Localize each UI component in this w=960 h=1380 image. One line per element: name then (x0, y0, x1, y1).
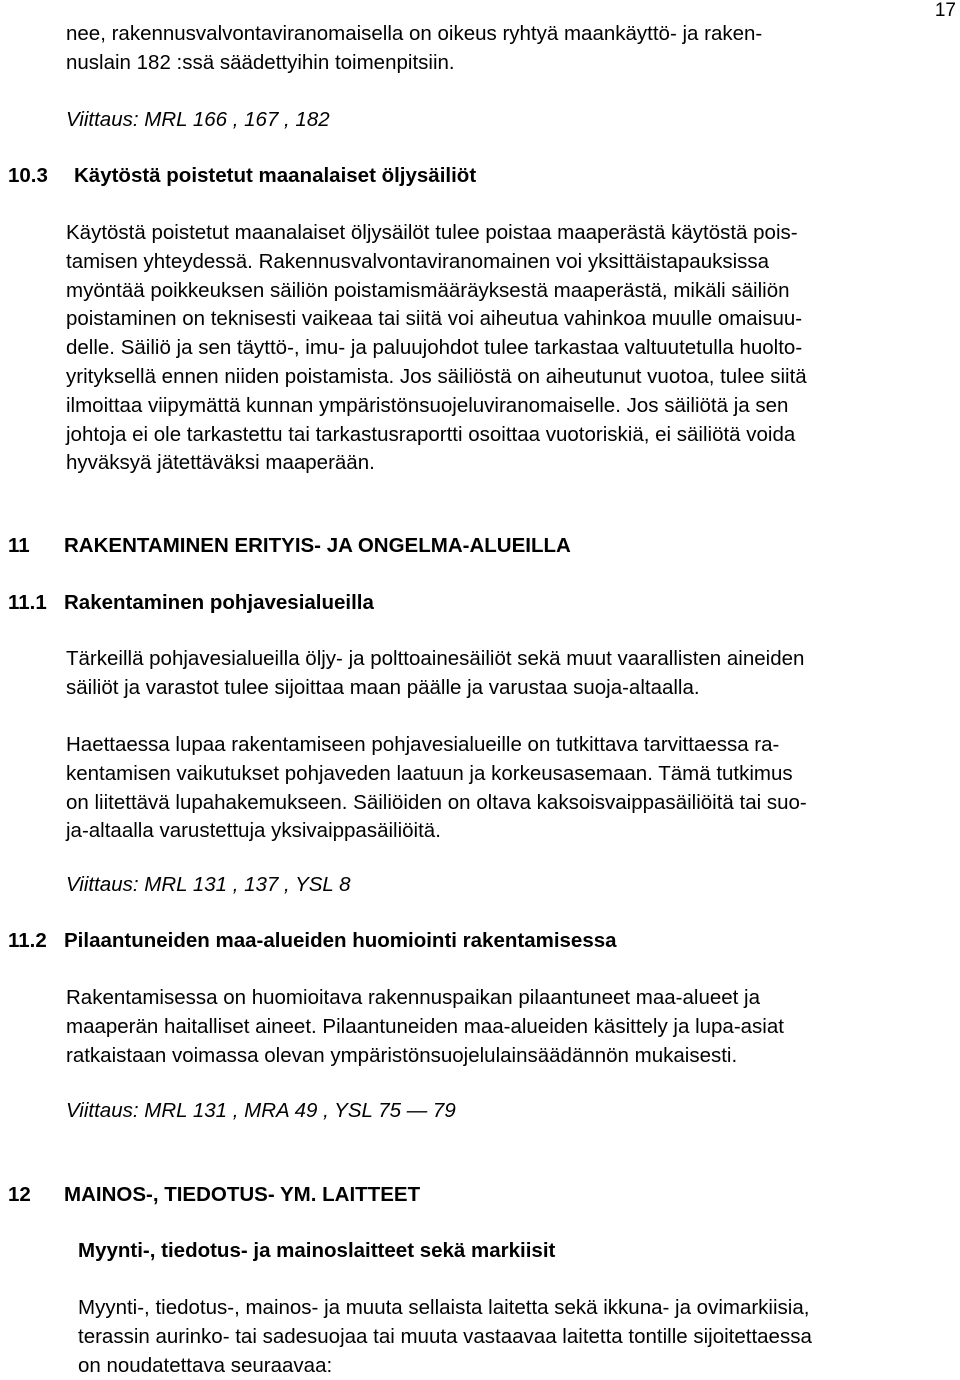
text-line: on liitettävä lupahakemukseen. Säiliöiden on oltava kaksoisvaippasäiliöitä tai suo- (66, 790, 807, 814)
section-title: Pilaantuneiden maa-alueiden huomiointi rakentamisessa (64, 929, 617, 952)
section-12-paragraph (78, 1294, 958, 1380)
text-line: maaperän haitalliset aineet. Pilaantuneiden maa-alueiden käsittely ja lupa-asiat (66, 1014, 784, 1038)
section-number: 11.1 (8, 591, 47, 614)
section-11-2-heading (8, 927, 617, 955)
section-11-2-paragraph (66, 984, 958, 1070)
text-line: ilmoittaa viipymättä kunnan ympäristönsuojeluviranomaiselle. Jos säiliötä ja sen (66, 393, 789, 417)
section-title: Käytöstä poistetut maanalaiset öljysäiliöt (74, 164, 477, 187)
section-11-heading (8, 532, 571, 560)
section-11-2-reference: Viittaus: MRL 131 , MRA 49 , YSL 75 — 79 (66, 1099, 456, 1122)
text-line: myöntää poikkeuksen säiliön poistamismääräyksestä maaperästä, mikäli säiliön (66, 278, 790, 302)
section-11-1-paragraph-2 (66, 731, 958, 846)
section-11-1-paragraph-1 (66, 645, 958, 703)
section-number: 10.3 (8, 164, 48, 187)
text-line: Käytöstä poistetut maanalaiset öljysäilöt tulee poistaa maaperästä käytöstä pois- (66, 221, 798, 244)
text-line: Myynti-, tiedotus-, mainos- ja muuta sellaista laitetta sekä ikkuna- ja ovimarkiisia, (78, 1296, 810, 1319)
section-number: 11.2 (8, 929, 47, 952)
text-line: nee, rakennusvalvontaviranomaisella on oikeus ryhtyä maankäyttö- ja raken- (66, 22, 763, 45)
section-10-3-paragraph (66, 219, 958, 478)
text-line: Tärkeillä pohjavesialueilla öljy- ja polttoainesäiliöt sekä muut vaarallisten aineiden (66, 647, 805, 670)
text-line: terassin aurinko- tai sadesuojaa tai muuta vastaavaa laitetta tontille sijoitettaessa (78, 1324, 812, 1348)
intro-reference: Viittaus: MRL 166 , 167 , 182 (66, 108, 330, 131)
section-11-1-heading (8, 589, 374, 617)
section-number: 12 (8, 1183, 31, 1206)
text-line: yrityksellä ennen niiden poistamista. Jos säiliöstä on aiheutunut vuotoa, tulee siitä (66, 364, 807, 388)
text-line: delle. Säiliö ja sen täyttö-, imu- ja paluujohdot tulee tarkastaa valtuutetulla huolto- (66, 336, 803, 360)
text-line: tamisen yhteydessä. Rakennusvalvontaviranomainen voi yksittäistapauksissa (66, 249, 770, 273)
section-11-1-reference: Viittaus: MRL 131 , 137 , YSL 8 (66, 873, 351, 896)
text-line: hyväksyä jätettäväksi maaperään. (66, 451, 375, 475)
text-line: Haettaessa lupaa rakentamiseen pohjavesialueille on tutkittava tarvittaessa ra- (66, 733, 780, 756)
text-line: nuslain 182 :ssä säädettyihin toimenpitsiin. (66, 50, 455, 74)
text-line: Rakentamisessa on huomioitava rakennuspaikan pilaantuneet maa-alueet ja (66, 986, 761, 1009)
text-line: säiliöt ja varastot tulee sijoittaa maan päälle ja varustaa suoja-altaalla. (66, 675, 700, 699)
section-10-3-heading (8, 162, 476, 190)
text-line: ratkaistaan voimassa olevan ympäristönsuojelulainsäädännön mukaisesti. (66, 1043, 738, 1067)
text-line: johtoja ei ole tarkastettu tai tarkastusraportti osoittaa vuotoriskiä, ei säiliötä voida (66, 422, 796, 446)
section-12-subheading: Myynti-, tiedotus- ja mainoslaitteet sekä markiisit (78, 1239, 556, 1262)
section-title: MAINOS-, TIEDOTUS- YM. LAITTEET (64, 1183, 421, 1206)
section-title: Rakentaminen pohjavesialueilla (64, 591, 374, 614)
intro-paragraph (66, 20, 958, 78)
text-line: kentamisen vaikutukset pohjaveden laatuun ja korkeusasemaan. Tämä tutkimus (66, 761, 793, 785)
text-line: ja-altaalla varustettuja yksivaippasäiliöitä. (66, 819, 441, 843)
text-line: on noudatettava seuraavaa: (78, 1353, 333, 1377)
page-number: 17 (934, 0, 956, 21)
section-12-heading (8, 1181, 420, 1209)
section-number: 11 (8, 534, 30, 557)
section-title: RAKENTAMINEN ERITYIS- JA ONGELMA-ALUEILLA (64, 534, 571, 557)
text-line: poistaminen on teknisesti vaikeaa tai siitä voi aiheutua vahinkoa muulle omaisuu- (66, 307, 803, 331)
